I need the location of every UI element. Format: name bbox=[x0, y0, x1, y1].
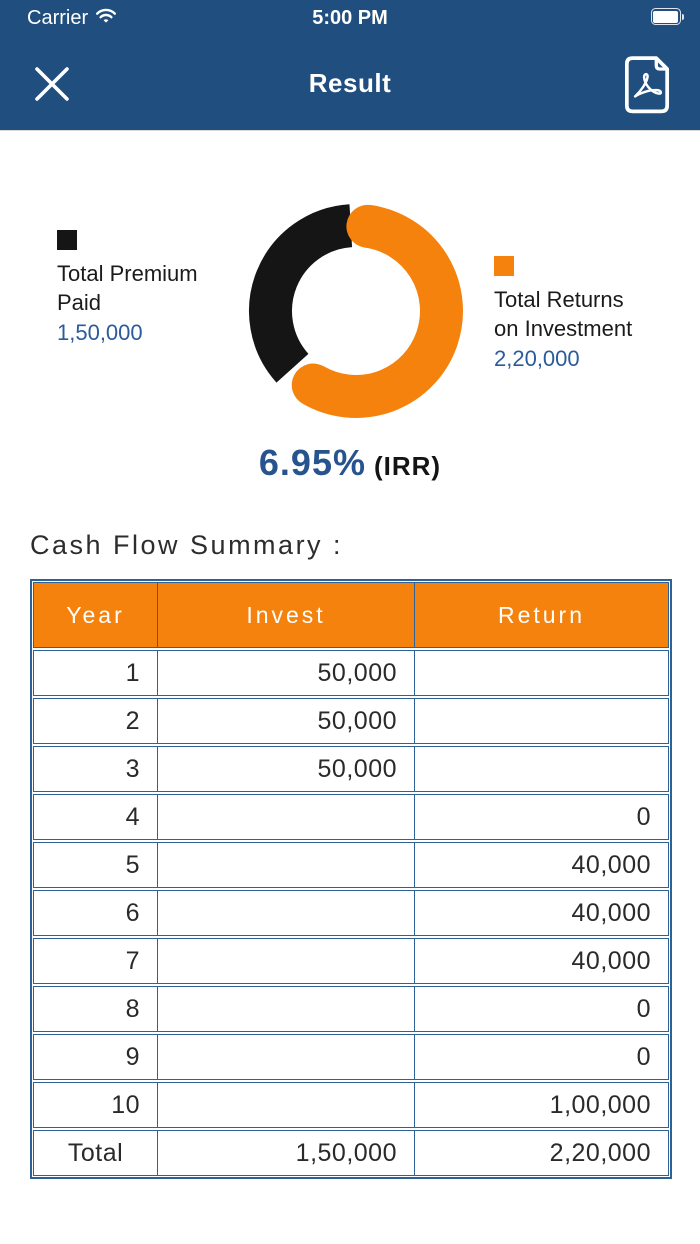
clock: 5:00 PM bbox=[312, 7, 388, 29]
table-cell: 7 bbox=[34, 939, 158, 983]
table-row bbox=[33, 890, 669, 936]
table-row bbox=[33, 1082, 669, 1128]
carrier-label: Carrier bbox=[27, 7, 89, 29]
nav-bar bbox=[0, 36, 700, 131]
black-swatch bbox=[57, 230, 77, 250]
table-cell bbox=[158, 843, 415, 887]
table-cell bbox=[158, 795, 415, 839]
status-bar bbox=[0, 0, 700, 36]
table-row bbox=[33, 650, 669, 696]
table-row bbox=[33, 938, 669, 984]
table-cell bbox=[158, 987, 415, 1031]
table-cell: 1 bbox=[34, 651, 158, 695]
table-row bbox=[33, 842, 669, 888]
table-cell: 0 bbox=[636, 994, 651, 1023]
table-row bbox=[33, 698, 669, 744]
cashflow-table bbox=[30, 579, 672, 1179]
table-cell: 4 bbox=[34, 795, 158, 839]
table-cell: 0 bbox=[636, 1042, 651, 1071]
legend-returns-line2: on Investment bbox=[494, 316, 633, 341]
cashflow-heading: Cash Flow Summary : bbox=[30, 530, 344, 560]
header-bar bbox=[0, 0, 700, 131]
legend-premium bbox=[57, 230, 237, 347]
orange-swatch bbox=[494, 256, 514, 276]
table-row bbox=[33, 1034, 669, 1080]
table-cell bbox=[158, 891, 415, 935]
table-cell bbox=[158, 1083, 415, 1127]
table-row bbox=[33, 986, 669, 1032]
legend-returns-line1: Total Returns bbox=[494, 287, 624, 312]
legend-premium-line2: Paid bbox=[57, 290, 102, 315]
table-cell: 8 bbox=[34, 987, 158, 1031]
table-cell: Total bbox=[34, 1131, 158, 1175]
table-cell: 2 bbox=[34, 699, 158, 743]
table-header-row bbox=[33, 582, 669, 648]
table-cell: 40,000 bbox=[571, 946, 651, 975]
legend-returns bbox=[494, 256, 689, 373]
page-title: Result bbox=[308, 68, 392, 98]
table-cell: 40,000 bbox=[571, 898, 651, 927]
battery-icon bbox=[651, 8, 685, 25]
table-row bbox=[33, 1130, 669, 1176]
table-cell: 1,50,000 bbox=[158, 1131, 415, 1175]
table-cell: 6 bbox=[34, 891, 158, 935]
table-row bbox=[33, 794, 669, 840]
pdf-export-icon bbox=[618, 103, 676, 120]
table-cell: 1,00,000 bbox=[549, 1090, 651, 1119]
export-pdf-button[interactable] bbox=[618, 54, 676, 116]
header-return: Return bbox=[497, 601, 586, 628]
table-cell bbox=[415, 651, 668, 695]
table-cell: 50,000 bbox=[158, 699, 415, 743]
table-row bbox=[33, 746, 669, 792]
legend-returns-value: 2,20,000 bbox=[494, 346, 580, 371]
table-cell bbox=[158, 1035, 415, 1079]
table-cell bbox=[415, 699, 668, 743]
header-invest: Invest bbox=[158, 583, 415, 647]
legend-premium-line1: Total Premium bbox=[57, 261, 198, 286]
header-year: Year bbox=[34, 583, 158, 647]
table-cell bbox=[415, 747, 668, 791]
irr-annotation bbox=[0, 442, 700, 484]
table-cell: 40,000 bbox=[571, 850, 651, 879]
table-cell bbox=[158, 939, 415, 983]
table-cell: 50,000 bbox=[158, 651, 415, 695]
table-cell: 10 bbox=[34, 1083, 158, 1127]
donut-chart-section bbox=[0, 131, 700, 521]
donut-chart bbox=[236, 191, 476, 431]
table-cell: 50,000 bbox=[158, 747, 415, 791]
irr-suffix: (IRR) bbox=[373, 451, 442, 481]
table-cell: 3 bbox=[34, 747, 158, 791]
table-cell: 0 bbox=[636, 802, 651, 831]
table-cell: 5 bbox=[34, 843, 158, 887]
table-cell: 2,20,000 bbox=[549, 1138, 651, 1167]
table-cell: 9 bbox=[34, 1035, 158, 1079]
legend-premium-value: 1,50,000 bbox=[57, 320, 143, 345]
irr-value: 6.95% bbox=[258, 442, 366, 483]
